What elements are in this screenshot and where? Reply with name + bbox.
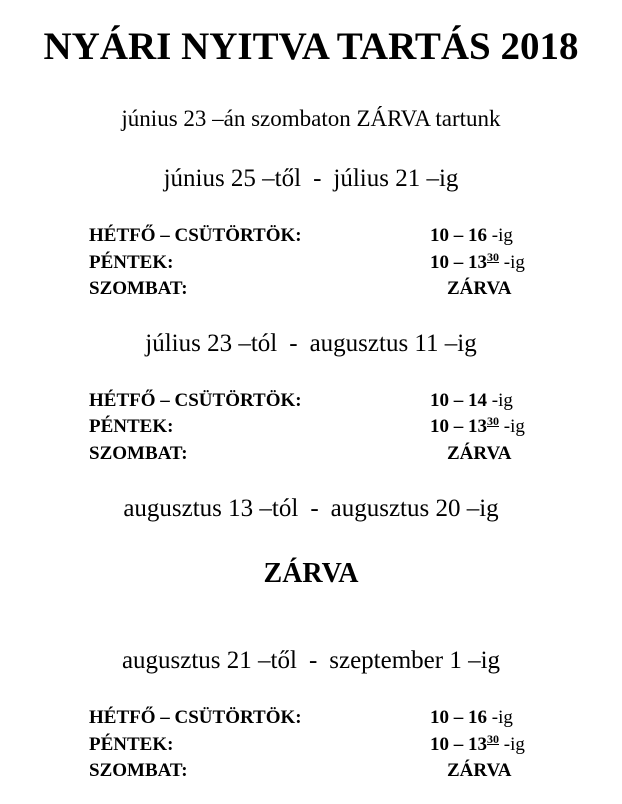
period-2-friday-minutes: 30	[487, 414, 499, 428]
period-4-friday-time: 10 – 13	[430, 734, 487, 755]
period-4-from: augusztus 21 –től	[121, 647, 297, 674]
period-2-from: július 23 –tól	[145, 330, 278, 357]
period-2-friday-time: 10 – 13	[430, 416, 487, 437]
page-title: NYÁRI NYITVA TARTÁS 2018	[43, 25, 579, 68]
period-4-weekday-hours	[430, 706, 513, 731]
period-1-weekday-time: 10 – 16	[430, 225, 487, 246]
period-1-friday-label: PÉNTEK:	[89, 252, 174, 273]
period-1-friday-minutes: 30	[487, 250, 499, 264]
period-4-weekday-time: 10 – 16	[430, 707, 487, 728]
period-3-to: augusztus 20 –ig	[330, 495, 499, 522]
period-2-friday-hours	[430, 415, 525, 440]
period-1-friday-suffix: -ig	[499, 252, 525, 273]
period-4-friday-suffix: -ig	[499, 734, 525, 755]
period-3-from: augusztus 13 –tól	[123, 495, 299, 522]
period-2-saturday-label: SZOMBAT:	[89, 443, 188, 464]
period-4-separator: -	[308, 647, 318, 674]
period-4-friday-label: PÉNTEK:	[89, 734, 174, 755]
period-4-to: szeptember 1 –ig	[329, 647, 501, 674]
period-2-heading	[0, 328, 622, 360]
period-3-separator: -	[310, 495, 319, 522]
period-2-to: augusztus 11 –ig	[309, 330, 477, 357]
period-4-weekday-suffix: -ig	[487, 707, 513, 728]
period-3-heading	[0, 493, 622, 525]
period-2-weekday-hours	[430, 389, 513, 414]
period-4-saturday-closed: ZÁRVA	[447, 760, 512, 781]
period-1-from: június 25 –től	[163, 165, 302, 192]
closure-notice: június 23 –án szombaton ZÁRVA tartunk	[121, 106, 501, 131]
period-4-friday-hours	[430, 733, 525, 758]
period-1-weekday-suffix: -ig	[487, 225, 513, 246]
period-1-to: július 21 –ig	[333, 165, 459, 192]
period-1-weekday-hours	[430, 224, 513, 249]
period-1-friday-hours	[430, 251, 525, 276]
period-2-weekday-time: 10 – 14	[430, 390, 487, 411]
period-2-separator: -	[289, 330, 298, 357]
period-1-weekday-label: HÉTFŐ – CSÜTÖRTÖK:	[89, 225, 302, 246]
period-2-friday-suffix: -ig	[499, 416, 525, 437]
period-4-friday-minutes: 30	[487, 732, 499, 746]
period-4-saturday-label: SZOMBAT:	[89, 760, 188, 781]
period-1-separator: -	[313, 165, 322, 192]
period-1-heading	[0, 163, 622, 195]
period-4-weekday-label: HÉTFŐ – CSÜTÖRTÖK:	[89, 707, 302, 728]
period-4-heading	[0, 645, 622, 677]
period-1-saturday-label: SZOMBAT:	[89, 278, 188, 299]
period-2-weekday-label: HÉTFŐ – CSÜTÖRTÖK:	[89, 390, 302, 411]
period-2-weekday-suffix: -ig	[487, 390, 513, 411]
period-1-saturday-closed: ZÁRVA	[447, 278, 512, 299]
period-1-friday-time: 10 – 13	[430, 252, 487, 273]
period-2-saturday-closed: ZÁRVA	[447, 443, 512, 464]
period-3-closed: ZÁRVA	[263, 558, 359, 589]
period-2-friday-label: PÉNTEK:	[89, 416, 174, 437]
